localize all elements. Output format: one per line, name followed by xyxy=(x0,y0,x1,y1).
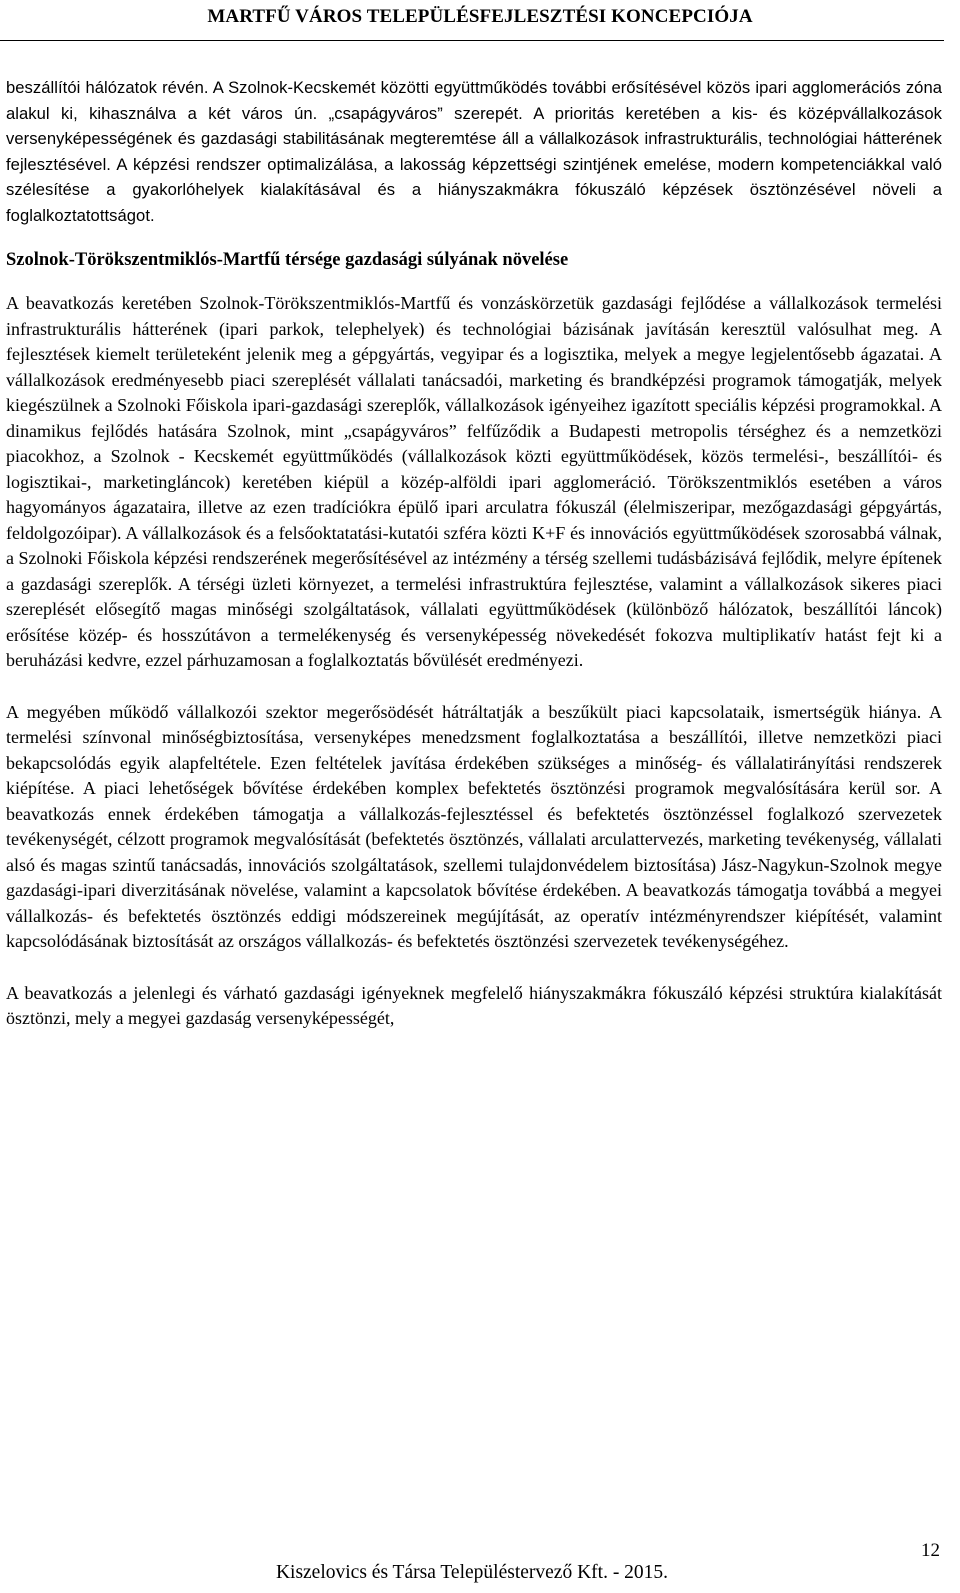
body-paragraph-3: A beavatkozás a jelenlegi és várható gazdasági igényeknek megfelelő hiányszakmákra fókuszáló képzési struktúra kialakítását ösztönzi, mely a megyei gazdaság versenyképességét, xyxy=(6,982,942,1028)
spacer xyxy=(6,228,942,248)
body-paragraph-2: A megyében működő vállalkozói szektor megerősödését hátráltatják a beszűkült piaci kapcsolataik, ismertségük hiánya. A termelési színvonal minőségbiztosítása, versenyképes menedzsment foglalkoztatása a beszállítói, illetve nemzetközi piaci bekapcsolódás egyik alapfeltétele. Ezen feltételek javítása érdekében szükséges a minőség- és vállalatirányítási rendszerek kiépítése. A piaci lehetőségek bővítése érdekében komplex befektetés ösztönzési programok megvalósítására kerül sor. A beavatkozás ennek érdekében támogatja a vállalkozás-fejlesztéssel és befektetés ösztönzéssel foglalkozó szervezetek tevékenységét, célzott programok megvalósítását (befektetés ösztönzés, vállalati arculattervezés, marketing tevékenység, vállalati alsó és magas szintű tanácsadás, innovációs szolgáltatások, szellemi tulajdonvédelem biztosítása) Jász-Nagykun-Szolnok megye gazdasági-ipari diverzitásának növelése, valamint a kapcsolatok bővítése érdekében. A beavatkozás támogatja továbbá a megyei vállalkozás- és befektetés ösztönzés eddigi módszereinek megújítását, az operatív intézményrendszer kiépítését, valamint kapcsolódásának biztosítását az országos vállalkozás- és befektetés ösztönzési szervezetek tevékenységéhez. xyxy=(6,701,942,951)
body-paragraph-1: A beavatkozás keretében Szolnok-Törökszentmiklós-Martfű és vonzáskörzetük gazdasági fejlődése a vállalkozások termelési infrastrukturális hátterének (ipari parkok, telephelyek) és technológiai bázisának javításán keresztül valósulhat meg. A fejlesztések kiemelt területeként jelenik meg a gépgyártás, vegyipar és a logisztika, melyek a megye legjelentősebb ágazatai. A vállalkozások eredményesebb piaci szereplését vállalati tanácsadói, marketing és brandképzési programok támogatják, melyek kiegészülnek a Szolnoki Főiskola ipari-gazdasági szereplők, vállalkozások igényeihez igazított speciális képzési programokkal. A dinamikus fejlődés hatására Szolnok, mint „csapágyváros” felfűződik a Budapesti metropolis térséghez és a nemzetközi piacokhoz, a Szolnok - Kecskemét együttműködés (vállalkozások közti együttműködések, közös termelési-, beszállítói- és logisztikai-, marketingláncok) keretében kiépül a közép-alföldi ipari agglomeráció. Törökszentmiklós esetében a város hagyományos ágazataira, illetve az ezen tradíciókra épülő ipari arculatra fókuszál (élelmiszeripar, mezőgazdasági gépgyártás, feldolgozóipar). A vállalkozások és a felsőoktatatási-kutatói szféra közti K+F és innovációs együttműködések szorosabbá válnak, a Szolnoki Főiskola képzési rendszerének megerősítésével az intézmény a térség szellemi tudásbázisává fejlődik, melyre építenek a gazdasági szereplők. A térségi üzleti környezet, a termelési infrastruktúra fejlesztése, valamint a vállalkozások sikeres piaci szereplését elősegítő magas minőségi szolgáltatások, vállalati együttműködések (különböző hálózatok, beszállítói láncok) erősítése közép- és hosszútávon a termelékenység és versenyképesség növekedését fokozva multiplikatív hatást fejt ki a beruházási kedvre, ezzel párhuzamosan a foglalkoztatás bővülését eredményezi. xyxy=(6,293,942,670)
document-body xyxy=(6,75,942,1032)
spacer xyxy=(6,674,942,700)
spacer xyxy=(6,955,942,981)
intro-paragraph: beszállítói hálózatok révén. A Szolnok-Kecskemét közötti együttműködés további erősítésével közös ipari agglomerációs zóna alakul ki, kihasználva a két város ún. „csapágyváros” szerepét. A prioritás keretében a kis- és középvállalkozások versenyképességének és gazdasági stabilitásának megteremtése áll a vállalkozások infrastrukturális, technológiai hátterének fejlesztésével. A képzési rendszer optimalizálása, a lakosság képzettségi szintjének emelése, modern kompetenciákkal való szélesítése a gyakorlóhelyek kialakításával és a hiányszakmákra fókuszáló képzések ösztönzésével növeli a foglalkoztatottságot. xyxy=(6,78,942,225)
section-heading: Szolnok-Törökszentmiklós-Martfű térsége gazdasági súlyának növelése xyxy=(6,250,569,270)
spacer xyxy=(6,272,942,291)
page-number: 12 xyxy=(921,1540,940,1561)
document-footer: Kiszelovics és Társa Településtervező Kft. - 2015. xyxy=(275,1562,669,1583)
document-header-title: MARTFŰ VÁROS TELEPÜLÉSFEJLESZTÉSI KONCEPCIÓJA xyxy=(207,6,753,27)
header-divider xyxy=(0,40,944,41)
